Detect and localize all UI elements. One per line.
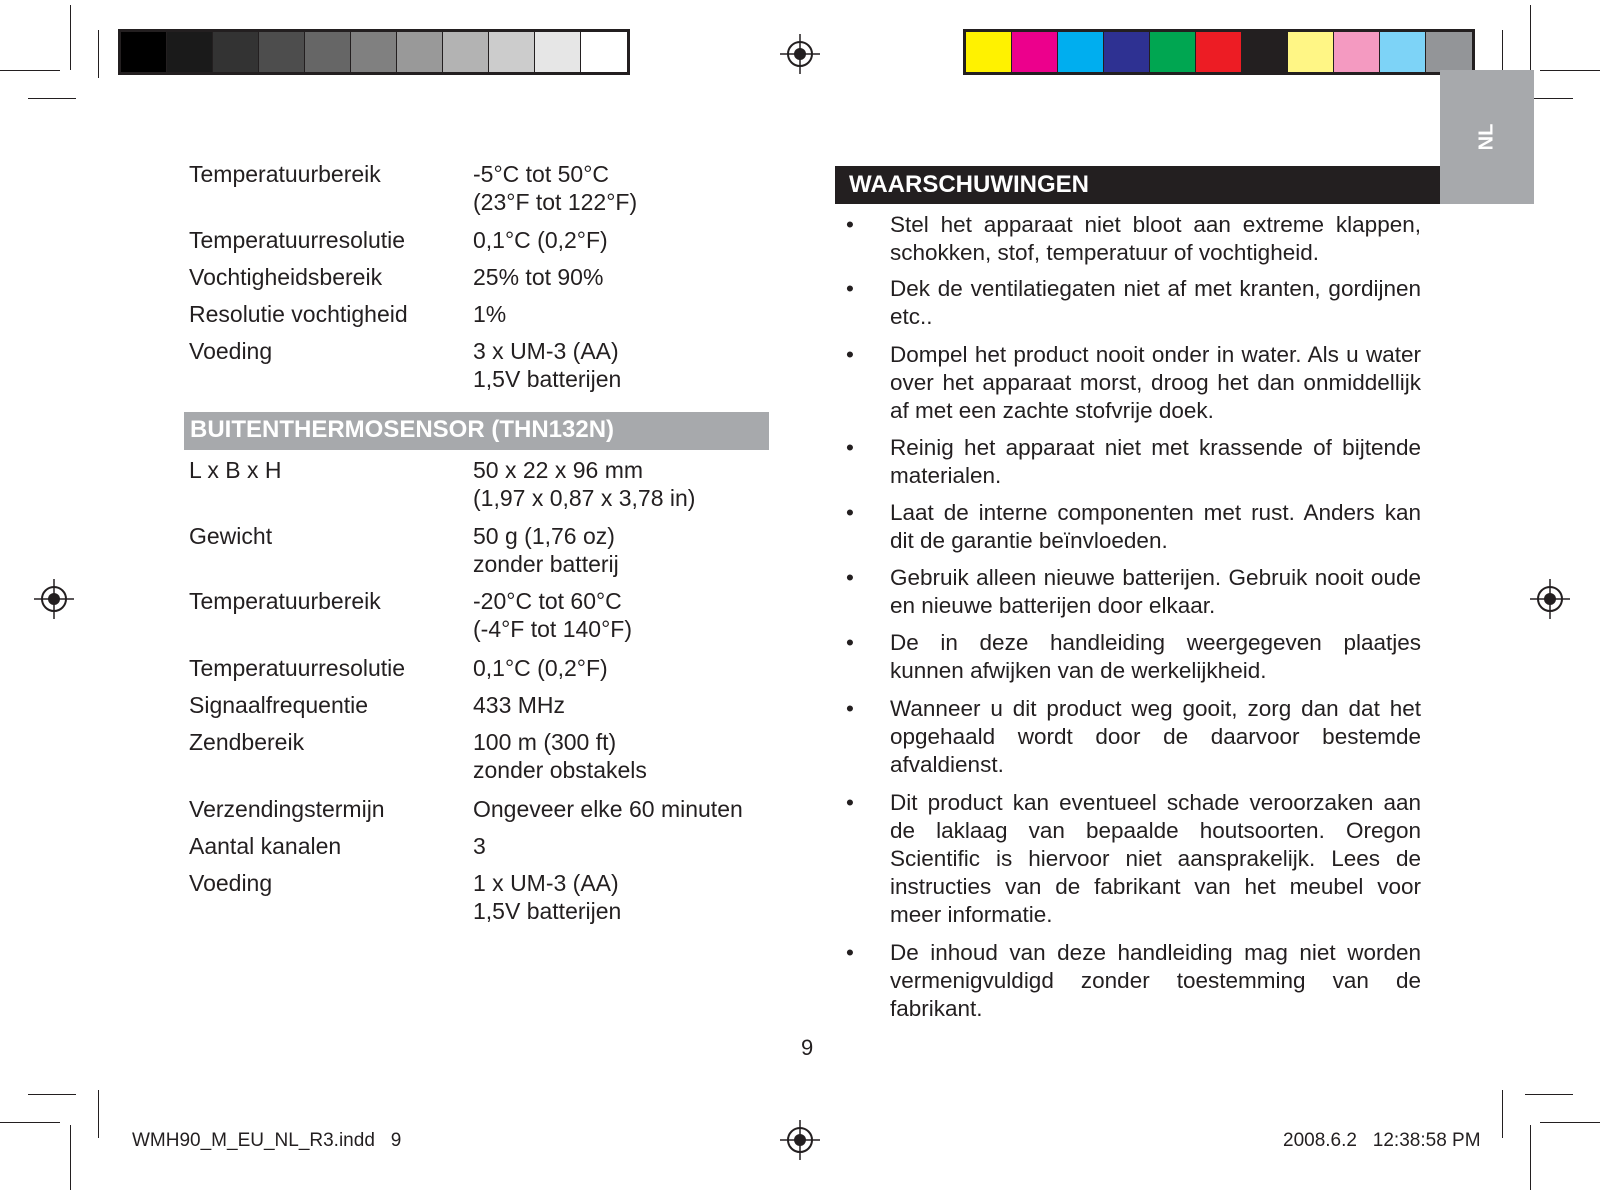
spec-label: Resolutie vochtigheid (189, 301, 408, 327)
warning-text: Dompel het product nooit onder in water. Als u water over het apparaat morst, droog het dan onmiddellijk af met een zachte stofvrije doek. (890, 342, 1421, 423)
language-tab (1440, 70, 1534, 204)
spec-label: Temperatuurbereik (189, 161, 381, 187)
warning-text: Dit product kan eventueel schade veroorzaken aan de laklaag van bepaalde houtsoorten. Oregon Scientific is hiervoor niet aansprakelijk. Lees de instructies van de fabrikant van het meubel voor meer informatie. (890, 790, 1421, 927)
process-color-bar (963, 29, 1475, 75)
registration-mark-icon (34, 579, 74, 619)
grayscale-color-bar (118, 29, 630, 75)
bullet-icon: • (846, 500, 854, 525)
sensor-section-header (184, 412, 769, 450)
spec-label: Voeding (189, 870, 273, 896)
registration-mark-icon (780, 1120, 820, 1160)
color-swatch (1196, 32, 1242, 72)
warnings-section-title: WAARSCHUWINGEN (849, 171, 1089, 198)
warning-text: Stel het apparaat niet bloot aan extreme klappen, schokken, stof, temperatuur of vochtigheid. (890, 212, 1421, 265)
color-swatch (581, 32, 627, 72)
spec-label: L x B x H (189, 457, 282, 483)
color-swatch (1012, 32, 1058, 72)
color-swatch (213, 32, 259, 72)
spec-value: 100 m (300 ft) zonder obstakels (473, 729, 647, 783)
warning-text: Gebruik alleen nieuwe batterijen. Gebruik nooit oude en nieuwe batterijen door elkaar. (890, 565, 1421, 618)
spec-label: Gewicht (189, 523, 273, 549)
color-swatch (1058, 32, 1104, 72)
spec-label: Zendbereik (189, 729, 305, 755)
color-swatch (167, 32, 213, 72)
spec-value: 3 (473, 833, 486, 859)
warning-text: Wanneer u dit product weg gooit, zorg dan dat het opgehaald wordt door de daarvoor bestemde afvaldienst. (890, 696, 1421, 777)
color-swatch (443, 32, 489, 72)
color-swatch (1150, 32, 1196, 72)
bullet-icon: • (846, 212, 854, 237)
spec-label: Verzendingstermijn (189, 796, 385, 822)
color-swatch (1242, 32, 1288, 72)
color-swatch (1334, 32, 1380, 72)
spec-label: Voeding (189, 338, 273, 364)
registration-mark-icon (1530, 579, 1570, 619)
spec-value: -20°C tot 60°C (-4°F tot 140°F) (473, 588, 632, 642)
color-swatch (305, 32, 351, 72)
warning-text: De in deze handleiding weergegeven plaatjes kunnen afwijken van de werkelijkheid. (890, 630, 1421, 683)
bullet-icon: • (846, 696, 854, 721)
warning-text: Reinig het apparaat niet met krassende of bijtende materialen. (890, 435, 1421, 488)
color-swatch (121, 32, 167, 72)
warnings-section-header (835, 166, 1440, 204)
warning-text: Laat de interne componenten met rust. Anders kan dit de garantie beïnvloeden. (890, 500, 1421, 553)
color-swatch (1104, 32, 1150, 72)
bullet-icon: • (846, 565, 854, 590)
spec-value: 25% tot 90% (473, 264, 604, 290)
bullet-icon: • (846, 630, 854, 655)
spec-value: 1 x UM-3 (AA) 1,5V batterijen (473, 870, 622, 924)
spec-value: 1% (473, 301, 507, 327)
language-tab-label: NL (1475, 123, 1498, 151)
spec-value: 3 x UM-3 (AA) 1,5V batterijen (473, 338, 622, 392)
spec-label: Vochtigheidsbereik (189, 264, 383, 290)
spec-value: 50 g (1,76 oz) zonder batterij (473, 523, 619, 577)
warning-text: Dek de ventilatiegaten niet af met kranten, gordijnen etc.. (890, 276, 1421, 329)
color-swatch (397, 32, 443, 72)
registration-mark-icon (780, 34, 820, 74)
spec-value: Ongeveer elke 60 minuten (473, 796, 743, 822)
color-swatch (1288, 32, 1334, 72)
spec-label: Temperatuurbereik (189, 588, 381, 614)
color-swatch (351, 32, 397, 72)
spec-label: Temperatuurresolutie (189, 655, 406, 681)
sensor-section-title: BUITENTHERMOSENSOR (THN132N) (190, 416, 615, 443)
spec-label: Aantal kanalen (189, 833, 342, 859)
color-swatch (1426, 32, 1472, 72)
bullet-icon: • (846, 790, 854, 815)
bullet-icon: • (846, 435, 854, 460)
warning-text: De inhoud van deze handleiding mag niet worden vermenigvuldigd zonder toestemming van de fabrikant. (890, 940, 1421, 1021)
color-swatch (259, 32, 305, 72)
page-number: 9 (801, 1035, 814, 1060)
footer-timestamp: 2008.6.2 12:38:58 PM (1283, 1130, 1481, 1151)
spec-label: Temperatuurresolutie (189, 227, 406, 253)
spec-value: -5°C tot 50°C (23°F tot 122°F) (473, 161, 638, 215)
bullet-icon: • (846, 276, 854, 301)
color-swatch (1380, 32, 1426, 72)
spec-value: 433 MHz (473, 692, 566, 718)
spec-label: Signaalfrequentie (189, 692, 369, 718)
bullet-icon: • (846, 940, 854, 965)
spec-value: 0,1°C (0,2°F) (473, 655, 608, 681)
color-swatch (535, 32, 581, 72)
spec-value: 50 x 22 x 96 mm (1,97 x 0,87 x 3,78 in) (473, 457, 696, 511)
footer-file-name: WMH90_M_EU_NL_R3.indd 9 (132, 1130, 402, 1151)
color-swatch (966, 32, 1012, 72)
spec-value: 0,1°C (0,2°F) (473, 227, 608, 253)
bullet-icon: • (846, 342, 854, 367)
color-swatch (489, 32, 535, 72)
